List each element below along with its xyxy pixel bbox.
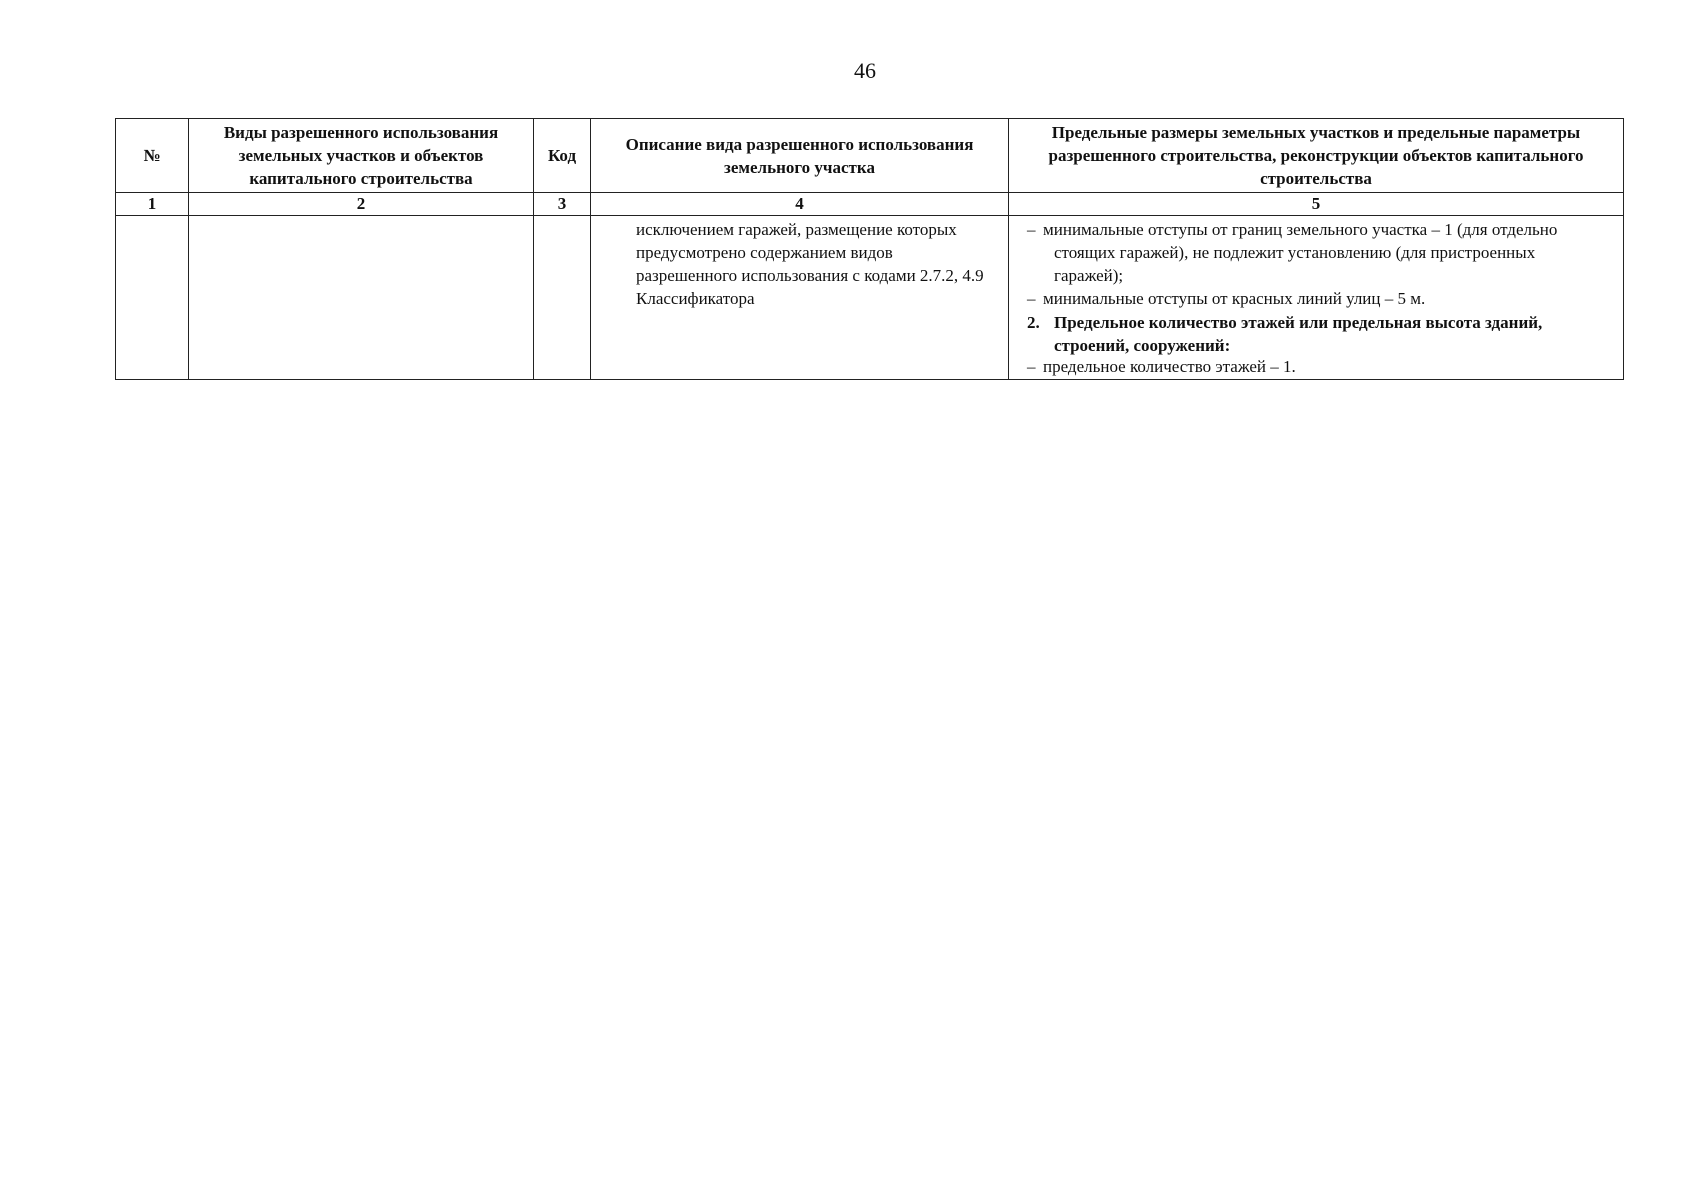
- heading-number: 2.: [1027, 313, 1040, 332]
- column-number-row: [116, 193, 1624, 216]
- column-number: 1: [116, 193, 189, 216]
- cell-description: исключением гаражей, размещение которых предусмотрено содержанием видов разрешенного использования с кодами 2.7.2, 4.9 Классификатора: [591, 216, 1009, 380]
- param-heading: [1027, 311, 1603, 357]
- param-item: [1027, 357, 1603, 377]
- header-description: Описание вида разрешенного использования земельного участка: [591, 119, 1009, 193]
- param-item: [1027, 218, 1603, 287]
- cell-parameters: [1009, 216, 1624, 380]
- column-number: 2: [189, 193, 534, 216]
- heading-text: Предельное количество этажей или предельная высота зданий, строений, сооружений:: [1054, 313, 1543, 355]
- header-number: №: [116, 119, 189, 193]
- cell-code: [534, 216, 591, 380]
- dash-bullet: –: [1027, 220, 1036, 239]
- dash-bullet: –: [1027, 357, 1036, 376]
- header-code: Код: [534, 119, 591, 193]
- page-number: 46: [854, 58, 876, 83]
- land-use-table: [115, 118, 1624, 380]
- param-text: минимальные отступы от границ земельного участка – 1 (для отдельно стоящих гаражей), не подлежит установлению (для пристроенных гаражей);: [1043, 220, 1558, 285]
- header-parameters: Предельные размеры земельных участков и предельные параметры разрешенного строительства, реконструкции объектов капитального строительства: [1009, 119, 1624, 193]
- cell-use-type: [189, 216, 534, 380]
- dash-bullet: –: [1027, 289, 1036, 308]
- cell-number: [116, 216, 189, 380]
- table-row: [116, 216, 1624, 380]
- param-text: минимальные отступы от красных линий улиц – 5 м.: [1043, 289, 1426, 308]
- column-number: 3: [534, 193, 591, 216]
- column-number: 4: [591, 193, 1009, 216]
- column-number: 5: [1009, 193, 1624, 216]
- param-item: [1027, 287, 1603, 310]
- header-use-type: Виды разрешенного использования земельных участков и объектов капитального строительства: [189, 119, 534, 193]
- param-text: предельное количество этажей – 1.: [1043, 357, 1296, 376]
- table-header-row: [116, 119, 1624, 193]
